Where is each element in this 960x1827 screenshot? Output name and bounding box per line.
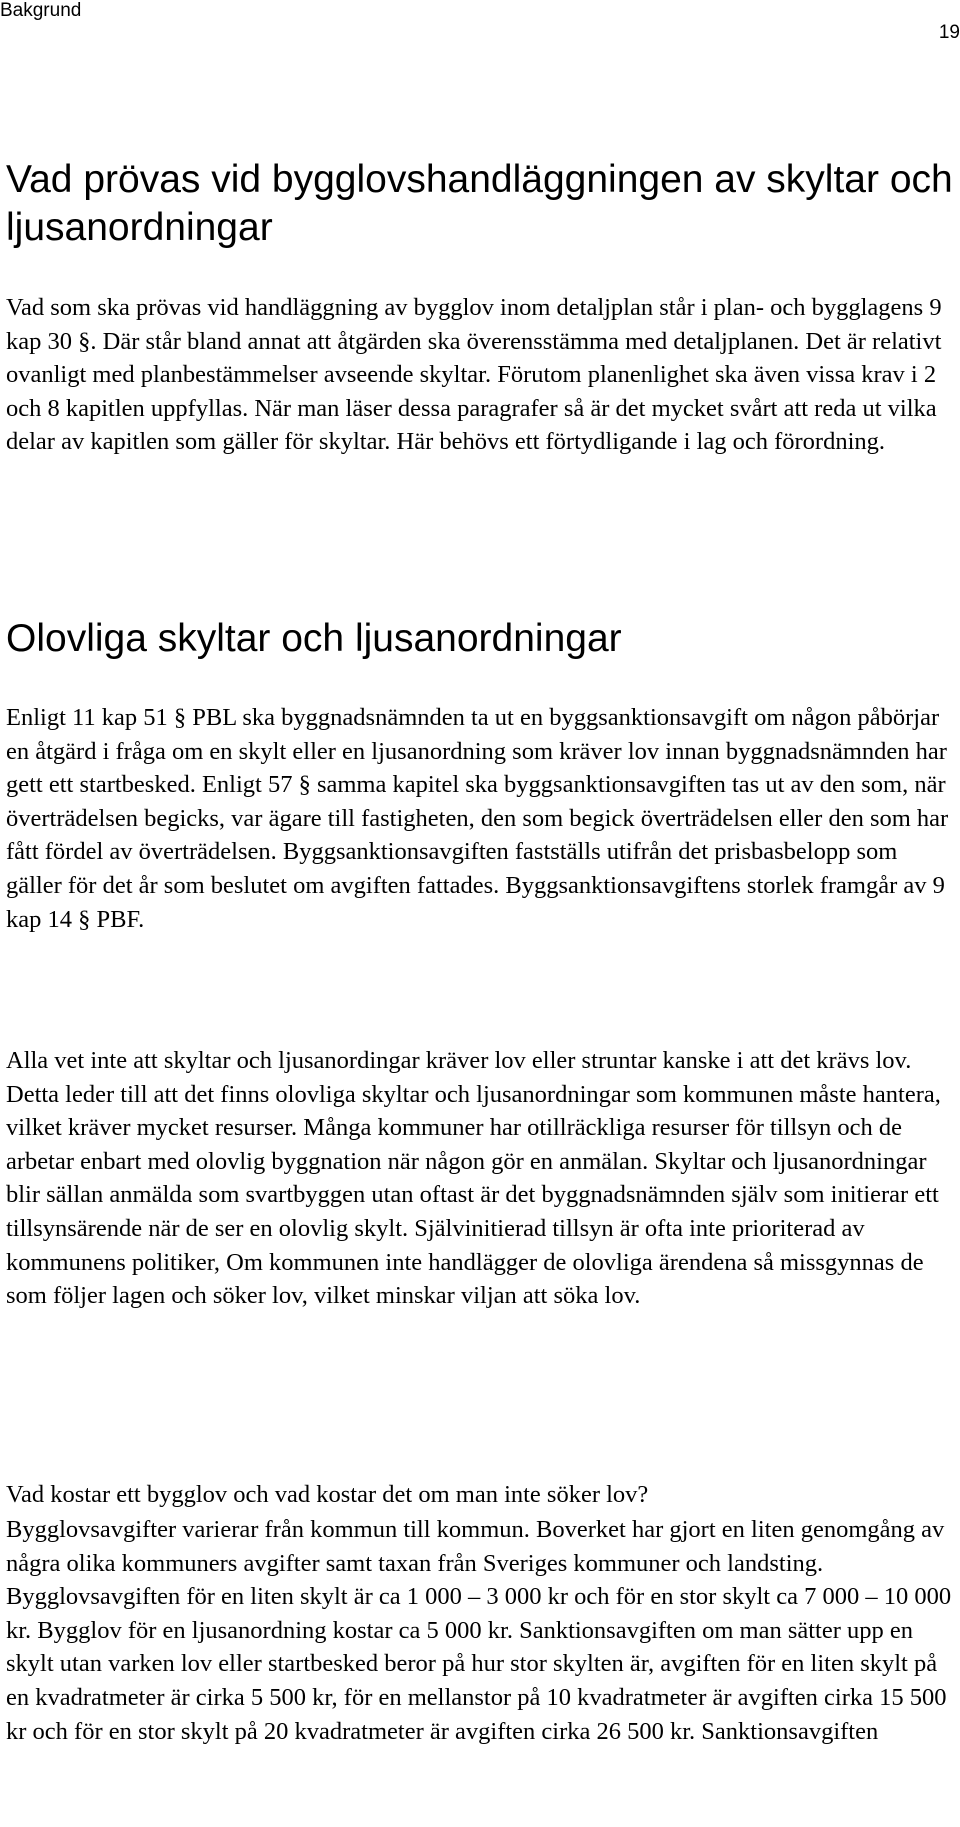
body-paragraph: Bygglovsavgifter varierar från kommun till kommun. Boverket har gjort en liten genomgång av några olika kommuners avgifter samt taxan från Sveriges kommuner och landsting. Bygglovsavgiften för en liten skylt är ca 1 000 – 3 000 kr och för en stor skylt ca 7 000 – 10 000 kr. Bygglov för en ljusanordning kostar ca 5 000 kr. Sanktionsavgiften om man sätter upp en skylt utan varken lov eller startbesked beror på hur stor skylten är, avgiften för en liten skylt på en kvadratmeter är cirka 5 500 kr, för en mellanstor på 10 kvadratmeter är avgiften cirka 15 500 kr och för en stor skylt på 20 kvadratmeter är avgiften cirka 26 500 kr. Sanktionsavgiften [6, 1516, 952, 1745]
page-header [0, 0, 960, 43]
body-paragraph: Alla vet inte att skyltar och ljusanordingar kräver lov eller struntar kanske i att det krävs lov. Detta leder till att det finns olovliga skyltar och ljusanordningar som kommunen måste hantera, vilket kräver mycket resurser. Många kommuner har otillräckliga resurser för tillsyn och de arbetar enbart med olovlig byggnation när någon gör en anmälan. Skyltar och ljusanordningar blir sällan anmälda som svartbyggen utan oftast är det byggnadsnämnden själv som initierar ett tillsynsärende när de ser en olovlig skylt. Självinitierad tillsyn är ofta inte prioriterad av kommunens politiker, Om kommunen inte handlägger de olovliga ärendena så missgynnas de som följer lagen och söker lov, vilket minskar viljan att söka lov. [6, 1047, 941, 1310]
question-subheading: Vad kostar ett bygglov och vad kostar det om man inte söker lov? [6, 1481, 649, 1508]
running-head: Bakgrund [0, 0, 82, 21]
section-heading-bygglovsprovning: Vad prövas vid bygglovshandläggningen av skyltar och ljusanordningar [6, 158, 953, 249]
section-heading-olovliga-skyltar: Olovliga skyltar och ljusanordningar [6, 617, 622, 660]
page-number: 19 [938, 22, 960, 43]
body-paragraph: Enligt 11 kap 51 § PBL ska byggnadsnämnden ta ut en byggsanktionsavgift om någon påbörjar en åtgärd i fråga om en skylt eller en ljusanordning som kräver lov innan byggnadsnämnden har gett ett startbesked. Enligt 57 § samma kapitel ska byggsanktionsavgiften tas ut av den som, när överträdelsen begicks, var ägare till fastigheten, den som begick överträdelsen eller den som har fått fördel av överträdelsen. Byggsanktionsavgiften fastställs utifrån det prisbasbelopp som gäller för det år som beslutet om avgiften fattades. Byggsanktionsavgiftens storlek framgår av 9 kap 14 § PBF. [6, 704, 949, 933]
body-paragraph: Vad som ska prövas vid handläggning av bygglov inom detaljplan står i plan- och bygglagens 9 kap 30 §. Där står bland annat att åtgärden ska överensstämma med detaljplanen. Det är relativt ovanligt med planbestämmelser avseende skyltar. Förutom planenlighet ska även vissa krav i 2 och 8 kapitlen uppfyllas. När man läser dessa paragrafer så är det mycket svårt att reda ut vilka delar av kapitlen som gäller för skyltar. Här behövs ett förtydligande i lag och förordning. [6, 294, 942, 456]
